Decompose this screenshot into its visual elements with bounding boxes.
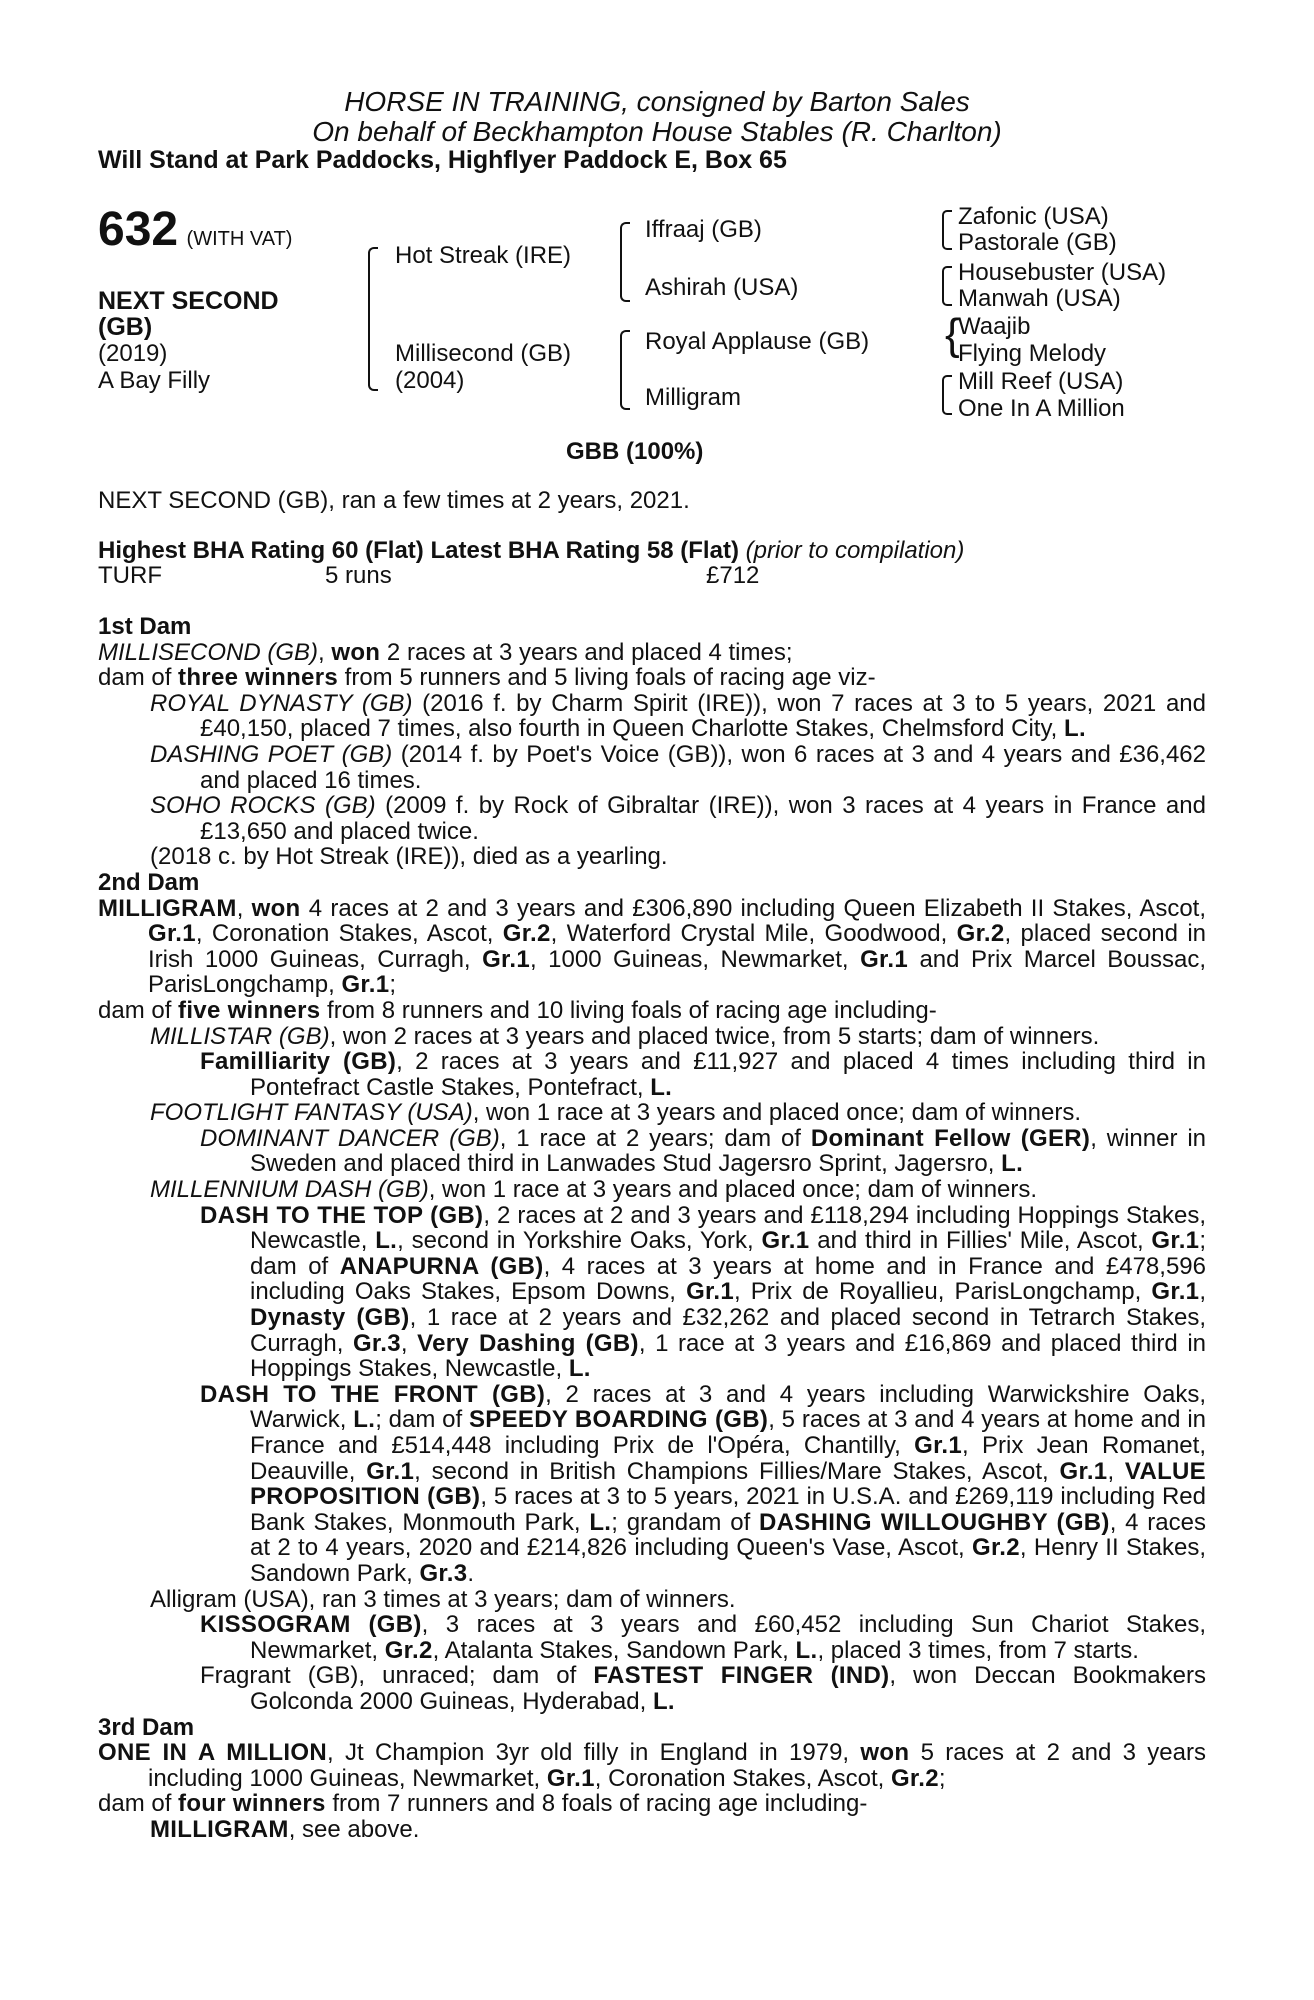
grade: Gr.1	[914, 1432, 963, 1459]
text: ,	[400, 1329, 418, 1357]
text: , second in Yorkshire Oaks, York,	[397, 1227, 762, 1255]
text: 2 races at 3 years and placed 4 times;	[380, 638, 793, 666]
text: from 5 runners and 5 living foals of racing age viz-	[338, 664, 876, 692]
listed-label: L.	[589, 1508, 612, 1536]
grade: Gr.1	[686, 1278, 734, 1306]
family-section	[98, 614, 1206, 1843]
text: dam of	[98, 996, 179, 1024]
text: (2016 f. by Charm Spirit (IRE)), won 7 races at 3 to 5 years, 2021 and £40,150, placed 7 times, also fourth in Queen Charlotte Stakes, Chelmsford City,	[200, 689, 1206, 743]
offspring-name: Familliarity (GB)	[200, 1048, 397, 1076]
rating-surface: TURF	[98, 562, 162, 589]
listed-label: L.	[1001, 1150, 1024, 1178]
sire-sire: Iffraaj (GB)	[645, 216, 762, 243]
horse-description: A Bay Filly	[98, 367, 211, 394]
grade: Gr.1	[1059, 1457, 1108, 1485]
text: , 4 races at 3 years at home and in France and £478,596 including Oaks Stakes, Epsom Downs,	[250, 1252, 1206, 1306]
produce-familliarity	[98, 1049, 1206, 1100]
offspring-name: DASH TO THE TOP (GB)	[200, 1201, 484, 1229]
winners-count: three winners	[178, 664, 338, 692]
won-label: won	[860, 1739, 910, 1767]
text: from 8 runners and 10 living foals of racing age including-	[320, 996, 937, 1024]
text: , see above.	[288, 1815, 420, 1843]
text: , won 1 race at 3 years and placed once; dam of winners.	[428, 1176, 1038, 1204]
produce-dash-to-the-top	[98, 1203, 1206, 1382]
text: .	[467, 1559, 475, 1587]
third-dam-produce-line	[98, 1791, 1206, 1817]
text: ; grandam of	[611, 1508, 760, 1536]
text: , 5 races at 3 and 4 years at home and in France and £514,448 including Prix de l'Opéra, Chantilly,	[250, 1406, 1206, 1459]
text: , second in British Champions Fillies/Mare Stakes, Ascot,	[414, 1457, 1060, 1485]
sd-brace	[942, 266, 952, 306]
offspring-name: DASHING POET (GB)	[150, 740, 393, 768]
dam-sire: Royal Applause (GB)	[645, 328, 870, 355]
offspring-name: ANAPURNA (GB)	[339, 1252, 544, 1280]
dam-year: (2004)	[395, 367, 465, 394]
first-dam-produce-line	[98, 665, 1206, 691]
text: , won Deccan Bookmakers Golconda 2000 Guineas, Hyderabad,	[250, 1662, 1206, 1715]
grade: Gr.1	[366, 1457, 415, 1485]
text: 5 races at 2 and 3 years including 1000 Guineas, Newmarket,	[148, 1739, 1206, 1792]
sire-dam: Ashirah (USA)	[645, 274, 799, 301]
grade: Gr.3	[419, 1559, 468, 1587]
grade: Gr.1	[546, 1764, 595, 1792]
text: dam of	[98, 664, 179, 692]
text: , Henry II Stakes, Sandown Park,	[250, 1534, 1206, 1587]
text: , Prix de Royallieu, ParisLongchamp,	[733, 1278, 1152, 1306]
offspring-name: SPEEDY BOARDING (GB)	[468, 1406, 769, 1434]
grade: Gr.2	[956, 920, 1005, 948]
ss-brace	[942, 210, 952, 250]
consignor-line: HORSE IN TRAINING, consigned by Barton Sales	[344, 86, 970, 117]
second-dam-produce-line	[98, 998, 1206, 1024]
grade: Gr.3	[352, 1329, 401, 1357]
text: from 7 runners and 8 foals of racing age including-	[325, 1790, 868, 1818]
offspring-name: Dynasty (GB)	[250, 1304, 410, 1332]
won-label: won	[331, 638, 381, 666]
rating-prize: £712	[706, 562, 760, 589]
text: dam of	[98, 1790, 179, 1818]
text: , 2 races at 3 years and £11,927 and placed 4 times including third in Pontefract Castle Stakes, Pontefract,	[250, 1048, 1206, 1101]
text: , placed 3 times, from 7 starts.	[817, 1636, 1139, 1664]
produce-dash-to-the-front	[98, 1382, 1206, 1587]
third-dam-heading: 3rd Dam	[98, 1713, 195, 1741]
grade: Gr.2	[890, 1764, 939, 1792]
lot-block	[98, 202, 292, 257]
milligram-record	[98, 896, 1206, 998]
race-summary: NEXT SECOND (GB), ran a few times at 2 years, 2021.	[98, 487, 690, 514]
stand-line: Will Stand at Park Paddocks, Highflyer Paddock E, Box 65	[98, 146, 787, 174]
text: , won 1 race at 3 years and placed once; dam of winners.	[472, 1099, 1082, 1127]
grade: Gr.2	[384, 1636, 433, 1664]
sire-brace	[620, 222, 630, 302]
offspring-name: DOMINANT DANCER (GB)	[200, 1124, 500, 1152]
text: , 1000 Guineas, Newmarket,	[530, 945, 861, 973]
ds-brace: {	[945, 310, 960, 359]
offspring-name: ROYAL DYNASTY (GB)	[150, 689, 413, 717]
offspring-name: FOOTLIGHT FANTASY (USA)	[150, 1099, 473, 1127]
produce-kissogram	[98, 1612, 1206, 1663]
listed-label: L.	[353, 1406, 376, 1434]
horse-year: (2019)	[98, 340, 168, 367]
text: , winner in Sweden and placed third in Lanwades Stud Jagersro Sprint, Jagersro,	[250, 1124, 1207, 1178]
sds: Housebuster (USA)	[958, 259, 1167, 286]
rating-note: (prior to compilation)	[738, 537, 965, 564]
horse-country: (GB)	[98, 313, 153, 341]
dam-dam: Milligram	[645, 384, 741, 411]
text: (2009 f. by Rock of Gibraltar (IRE)), won 3 races at 4 years in France and £13,650 and placed twice.	[200, 792, 1206, 845]
offspring-name: VALUE PROPOSITION (GB)	[250, 1457, 1206, 1511]
produce-2018-colt: (2018 c. by Hot Streak (IRE)), died as a yearling.	[150, 843, 668, 871]
dds: Mill Reef (USA)	[958, 368, 1124, 395]
listed-label: L.	[1064, 715, 1086, 743]
first-dam-heading: 1st Dam	[98, 613, 192, 640]
text: , 3 races at 3 years and £60,452 including Sun Chariot Stakes, Newmarket,	[250, 1611, 1206, 1664]
produce-footlight-fantasy	[98, 1100, 1206, 1126]
text: , 4 races at 2 to 4 years, 2020 and £214,826 including Queen's Vase, Ascot,	[250, 1508, 1206, 1562]
offspring-name: DASH TO THE FRONT (GB)	[200, 1380, 546, 1408]
text: , Atalanta Stakes, Sandown Park,	[432, 1636, 796, 1664]
dsd: Flying Melody	[958, 340, 1107, 367]
produce-dashing-poet	[98, 742, 1206, 793]
text: , Waterford Crystal Mile, Goodwood,	[550, 920, 957, 948]
first-dam-name: MILLISECOND (GB)	[98, 638, 319, 666]
pedigree-brace	[368, 247, 378, 391]
grade: Gr.1	[761, 1227, 810, 1255]
produce-milligram	[98, 1817, 1206, 1843]
text: and third in Fillies' Mile, Ascot,	[809, 1227, 1152, 1255]
winners-count: five winners	[178, 996, 321, 1024]
offspring-name: KISSOGRAM (GB)	[200, 1611, 422, 1639]
third-dam-name: ONE IN A MILLION	[98, 1739, 327, 1767]
text: ; dam of	[250, 1227, 1206, 1280]
text: 4 races at 2 and 3 years and £306,890 including Queen Elizabeth II Stakes, Ascot,	[300, 894, 1207, 922]
produce-dominant-dancer	[98, 1126, 1206, 1177]
offspring-name: FASTEST FINGER (IND)	[593, 1662, 890, 1690]
offspring-name: Very Dashing (GB)	[417, 1329, 639, 1357]
offspring-name: SOHO ROCKS (GB)	[150, 792, 376, 820]
second-dam-name: MILLIGRAM	[98, 894, 237, 922]
dam-brace	[620, 330, 630, 410]
lot-number: 632	[98, 203, 179, 256]
text: ;	[938, 1764, 946, 1792]
vat-label: (WITH VAT)	[186, 228, 293, 250]
sss: Zafonic (USA)	[958, 203, 1109, 230]
rating-values: Highest BHA Rating 60 (Flat) Latest BHA Rating 58 (Flat)	[98, 537, 739, 564]
text: ;	[389, 971, 397, 999]
text: , won 2 races at 3 years and placed twice, from 5 starts; dam of winners.	[329, 1022, 1100, 1050]
text: and Prix Marcel Boussac, ParisLongchamp,	[148, 945, 1206, 999]
grade: Gr.1	[860, 945, 908, 973]
behalf-line: On behalf of Beckhampton House Stables (R. Charlton)	[312, 116, 1002, 147]
produce-millistar	[98, 1024, 1206, 1050]
produce-millennium-dash	[98, 1177, 1206, 1203]
grade: Gr.1	[482, 945, 530, 973]
ssd: Pastorale (GB)	[958, 229, 1117, 256]
text: , Coronation Stakes, Ascot,	[195, 920, 503, 948]
text: , 1 race at 3 years and £16,869 and placed third in Hoppings Stakes, Newcastle,	[250, 1329, 1206, 1383]
grade: Gr.1	[341, 971, 390, 999]
text: ,	[1199, 1278, 1206, 1306]
text: , Prix Jean Romanet, Deauville,	[250, 1432, 1206, 1485]
sdd: Manwah (USA)	[958, 285, 1121, 312]
dd-brace	[942, 375, 952, 415]
produce-fragrant	[98, 1663, 1206, 1714]
produce-royal-dynasty	[98, 691, 1206, 742]
grade: Gr.1	[1151, 1227, 1200, 1255]
offspring-name: Dominant Fellow (GER)	[810, 1124, 1091, 1152]
listed-label: L.	[375, 1227, 398, 1255]
listed-label: L.	[650, 1073, 673, 1101]
text: , 2 races at 2 and 3 years and £118,294 including Hoppings Stakes, Newcastle,	[250, 1201, 1206, 1255]
listed-label: L.	[795, 1636, 818, 1664]
won-label: won	[251, 894, 301, 922]
offspring-name: MILLIGRAM	[150, 1815, 289, 1843]
sire: Hot Streak (IRE)	[395, 242, 572, 269]
text: Fragrant (GB), unraced; dam of	[200, 1662, 594, 1690]
text: , Jt Champion 3yr old filly in England in 1979,	[326, 1739, 861, 1767]
offspring-name: MILLENNIUM DASH (GB)	[150, 1176, 429, 1204]
dss: Waajib	[958, 313, 1031, 340]
text: ; dam of	[375, 1406, 469, 1434]
rating-line	[98, 537, 964, 565]
text: , 1 race at 2 years and £32,262 and placed second in Tetrarch Stakes, Curragh,	[250, 1304, 1206, 1357]
winners-count: four winners	[178, 1790, 326, 1818]
text: , Coronation Stakes, Ascot,	[594, 1764, 891, 1792]
text: ,	[318, 638, 332, 666]
offspring-name: MILLISTAR (GB)	[150, 1022, 330, 1050]
listed-label: L.	[652, 1687, 675, 1715]
grade: Gr.2	[502, 920, 551, 948]
grade: Gr.2	[972, 1534, 1020, 1562]
text: , placed second in Irish 1000 Guineas, Curragh,	[148, 920, 1207, 973]
gbb-label: GBB (100%)	[566, 438, 704, 465]
text: , 1 race at 2 years; dam of	[499, 1124, 811, 1152]
grade: Gr.1	[1151, 1278, 1200, 1306]
second-dam-heading: 2nd Dam	[98, 868, 200, 896]
offspring-name: DASHING WILLOUGHBY (GB)	[759, 1508, 1110, 1536]
one-in-a-million-record	[98, 1740, 1206, 1791]
text: ,	[236, 894, 252, 922]
ddd: One In A Million	[958, 395, 1125, 422]
grade: Gr.1	[148, 920, 196, 948]
rating-runs: 5 runs	[325, 562, 392, 589]
text: , 2 races at 3 and 4 years including Warwickshire Oaks, Warwick,	[250, 1380, 1206, 1434]
first-dam-line	[98, 640, 1206, 666]
text: , 5 races at 3 to 5 years, 2021 in U.S.A. and £269,119 including Red Bank Stakes, Monmouth Park,	[250, 1483, 1207, 1536]
horse-name: NEXT SECOND	[98, 287, 279, 315]
listed-label: L.	[568, 1355, 591, 1383]
text: ,	[1107, 1457, 1125, 1485]
text: (2014 f. by Poet's Voice (GB)), won 6 races at 3 and 4 years and £36,462 and placed 16 times.	[200, 740, 1207, 794]
produce-soho-rocks	[98, 793, 1206, 844]
dam: Millisecond (GB)	[395, 340, 572, 367]
produce-alligram: Alligram (USA), ran 3 times at 3 years; dam of winners.	[150, 1585, 736, 1613]
